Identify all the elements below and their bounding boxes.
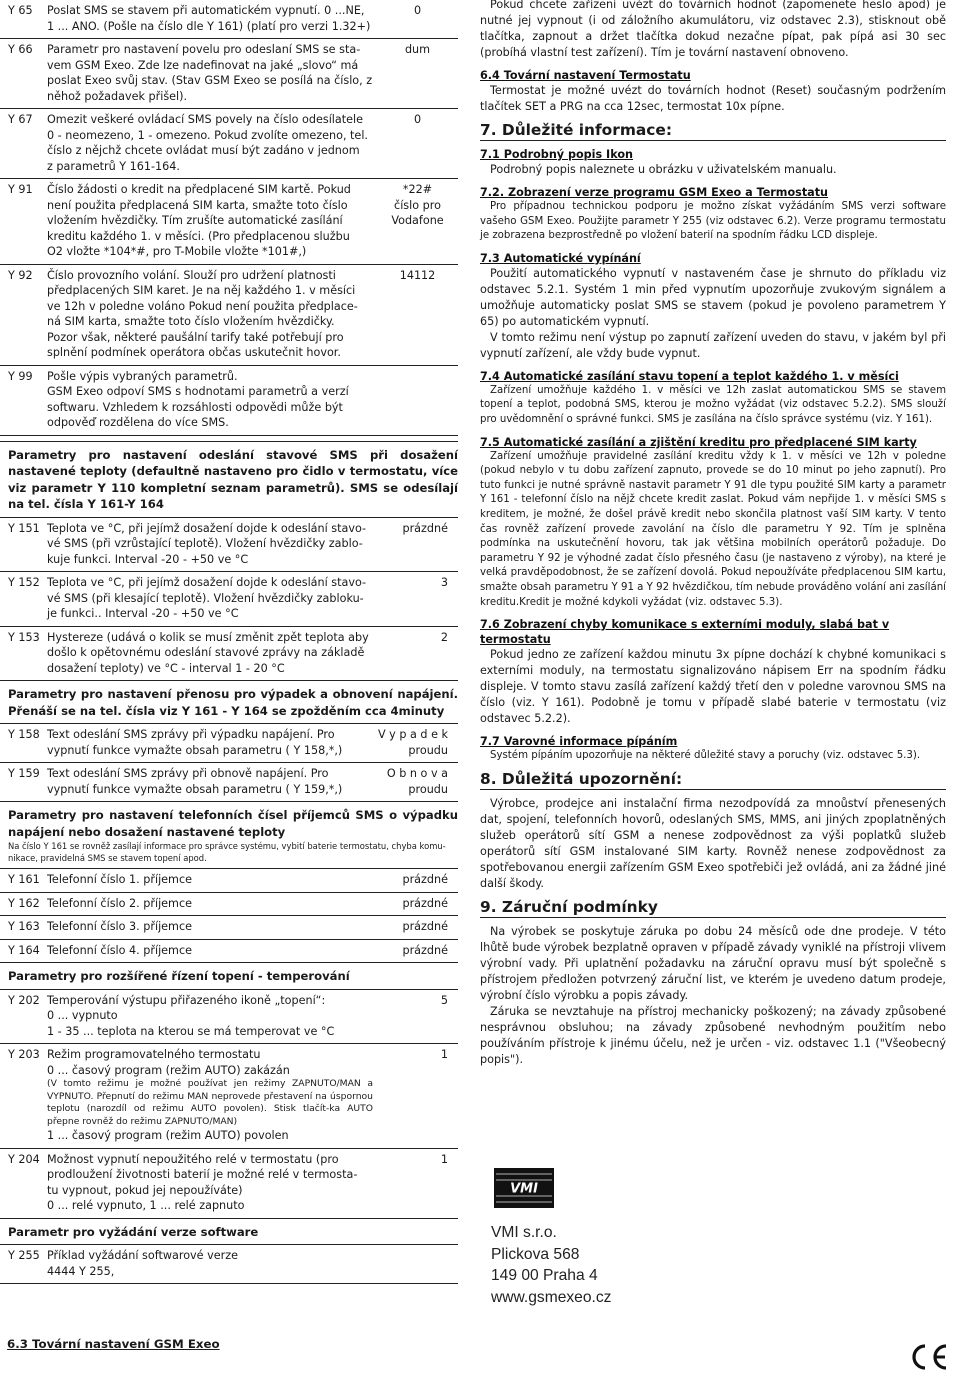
param-code: Y 92 — [8, 268, 33, 282]
param-value — [377, 369, 458, 431]
text-7-3a: Použití automatického vypnutí v nastaveném čase je shrnuto do příkladu viz odstavec 5.2.1. Systém 1 min před vypnutím upozorňuje zvukovým signálem a umožňuje automaticky poslat SMS se stavem (pokud je povoleno parametrem Y 65) po automatickém vypnutí. — [480, 266, 946, 328]
desc-line: Poslat SMS se stavem při automatickém vypnutí. 0 ...NE, — [47, 4, 365, 17]
desc-line: Telefonní číslo 4. příjemce — [47, 943, 192, 957]
table-row — [0, 940, 458, 964]
param-value: 5 — [440, 993, 448, 1007]
desc-line: O2 vložte *104*#, pro T-Mobile vložte *101#,) — [47, 245, 307, 258]
desc-line: poslat Exeo svůj stav. (Stav GSM Exeo se posílá na číslo, z — [47, 74, 373, 87]
value-line: Vodafone — [391, 214, 444, 227]
desc-line: vypnutí funkce vymažte obsah parametru ( Y 158,*,) — [47, 743, 343, 757]
value-line: O b n o v a — [386, 767, 448, 780]
desc-line: Číslo žádosti o kredit na předplacené SIM kartě. Pokud — [47, 183, 351, 196]
website: www.gsmexeo.cz — [491, 1288, 612, 1306]
param-code: Y 66 — [8, 43, 33, 56]
desc-line: 0 - neomezeno, 1 - omezeno. Pokud zvolíte omezeno, tel. — [47, 128, 368, 142]
desc-line: 0 ... relé vypnuto, 1 ... relé zapnuto — [47, 1199, 245, 1213]
desc-line: Parametr pro nastavení povelu pro odeslaní SMS se sta- — [47, 43, 361, 56]
vmi-logo-icon — [494, 1168, 554, 1208]
table-row — [0, 627, 458, 682]
status-sms-heading: Parametry pro nastavení odeslání stavové SMS při dosažení nastavené teploty (defaultně nastaveno pro čidlo v termostatu, více viz parametr Y 110 kompletní seznam parametrů). SMS se odesílají na tel. čísla Y 161-Y 164 — [0, 441, 458, 517]
desc-line: Telefonní číslo 1. příjemce — [47, 873, 192, 886]
table-row — [0, 572, 458, 627]
param-value: prázdné — [402, 896, 448, 910]
desc-line: softwaru. Vzhledem k rozsáhlosti odpovědi může být — [47, 400, 343, 414]
table-row — [0, 179, 458, 265]
desc-line: vypnutí funkce vymažte obsah parametru ( Y 159,*,) — [47, 782, 343, 796]
text-9b: Záruka se nevztahuje na přístroj mechanicky poškozený; na závady způsobené nesprávnou obsluhou; na závady způsobené nevhodným použitím nebo používáním přístroje k jinému účelu, než je určen - viz. odstavec 1.1 ("Všeobecný popis"). — [480, 1004, 946, 1066]
table-row — [0, 724, 458, 763]
desc-line: je funkci.. Interval -20 - +50 ve °C — [47, 607, 239, 620]
text-7-6: Pokud jedno ze zařízení každou minutu 3x pípne dochází k chybné komunikaci s externími moduly, na termostatu signalizováno nápisem Err na spodním řádku displeje. V tomto stavu zasílá zařízení každý třetí den v poledne varovnou SMS na číslo (viz. Y 161). Podobně je tomu v případě slabé baterie v termostatu (viz odstavec 5.2.2). — [480, 648, 946, 726]
table-row — [0, 990, 458, 1045]
desc-line: 1 ... ANO. (Pošle na číslo dle Y 161) (platí pro verzi 1.32+) — [47, 19, 371, 33]
desc-line: 4444 Y 255, — [47, 1264, 115, 1278]
phones-note: Na číslo Y 161 se rovněž zasílají informace pro správce systému, vybití baterie termostatu, chyba komu-nikace, pravidelná SMS se stavem topení apod. — [8, 841, 446, 863]
text-7-1: Podrobný popis naleznete u obrázku v uživatelském manualu. — [490, 163, 837, 176]
param-description — [47, 630, 377, 677]
desc-line: odpověď rozdělena do více SMS. — [47, 416, 229, 429]
table-row — [0, 518, 458, 573]
param-code: Y 158 — [8, 728, 40, 741]
param-code: Y 99 — [8, 369, 33, 383]
desc-line: z parametrů Y 161-164. — [47, 159, 180, 173]
param-description — [47, 369, 377, 431]
param-code: Y 255 — [8, 1249, 40, 1263]
parameter-table-power — [0, 723, 458, 802]
param-description — [47, 521, 377, 568]
vmi-logo — [494, 1168, 554, 1208]
heading-8: 8. Důležitá upozornění: — [480, 770, 946, 790]
param-value: prázdné — [402, 873, 448, 886]
param-description — [47, 1248, 377, 1279]
factory-reset-text: Pokud chcete zařízení uvézt do továrních hodnot (zapomenete heslo apod) je nutné jej vypnout (i od záložního akumulátoru, viz odstavec 2.3), stisknout obě tlačítka, zapnout a držet tlačítka dokud nezačne pípat, pak pípá asi 30 sec (probíhá vlastní test zařízení). Tím je tovární nastavení obnoveno. — [480, 0, 946, 59]
param-code: Y 163 — [8, 920, 40, 933]
value-line: proudu — [408, 782, 448, 796]
table-row — [0, 39, 458, 109]
street: Plickova 568 — [491, 1245, 580, 1263]
param-value: dum — [404, 43, 431, 56]
power-heading: Parametry pro nastavení přenosu pro výpadek a obnovení napájení. Přenáší se na tel. čísla viz Y 161 - Y 164 se zpožděním cca 4minuty — [8, 687, 458, 718]
desc-line: 0 ... časový program (režim AUTO) zakázán — [47, 1063, 290, 1077]
param-code: Y 202 — [8, 993, 40, 1007]
desc-line: Teplota ve °C, při jejímž dosažení dojde k odeslání stavo- — [47, 521, 367, 535]
table-row — [0, 916, 458, 940]
param-description — [47, 896, 377, 912]
param-code: Y 164 — [8, 943, 40, 957]
desc-line: ve 12h v poledne voláno Pokud není použita předplace- — [47, 299, 358, 313]
param-description — [47, 727, 377, 758]
param-description — [47, 112, 377, 174]
param-description — [47, 1047, 377, 1144]
table-row — [0, 869, 458, 893]
text-9a: Na výrobek se poskytuje záruka po dobu 24 měsíců ode dne prodeje. V této lhůtě bude výrobek bezplatně opraven v případě závady vyniklé na přístroji vlivem výrobní vady. Při uplatnění požadavku na záruční opravu musí být společně s přístrojem předložen potvrzený záruční list, ve kterém je uvedeno datum prodeje, výrobní číslo výrobku a popis závady. — [480, 924, 946, 1002]
desc-line: došlo k opětovnému odeslání stavové zprávy na základě — [47, 646, 365, 659]
desc-line: 0 ... vypnuto — [47, 1009, 118, 1022]
desc-line: vé SMS (při vzrůstající teplotě). Vložení hvězdičky zablo- — [47, 537, 363, 550]
param-description — [47, 575, 377, 622]
heading-7-3: 7.3 Automatické vypínání — [480, 251, 641, 265]
param-description — [47, 872, 377, 888]
heading-7: 7. Důležité informace: — [480, 121, 946, 141]
param-value: 2 — [440, 630, 448, 644]
param-value: prázdné — [402, 521, 448, 535]
param-code: Y 152 — [8, 576, 40, 589]
desc-line: Možnost vypnutí nepoužitého relé v termostatu (pro — [47, 1152, 339, 1166]
parameter-table-status — [0, 517, 458, 682]
desc-line: kreditu každého 1. v měsíci. (Pro předplacenou službu — [47, 229, 350, 243]
desc-line: Text odeslání SMS zprávy při výpadku napájení. Pro — [47, 728, 335, 741]
param-description — [47, 182, 377, 260]
text-7-3b: V tomto režimu není výstup po zapnutí zařízení uveden do stavu, v jakém byl při vypnutí zařízení, ale vždy bude vypnut. — [480, 330, 946, 360]
text-7-2: Pro případnou technickou podporu je možno získat vyžádáním SMS verzi software vašeho GSM Exeo. Použijte parametr Y 255 (viz odstavec 6.2). Verze programu termostatu je zobrazena bezprostředně po vložení baterií na spodním řádku LCD displeje. — [480, 201, 946, 242]
param-code: Y 91 — [8, 183, 33, 196]
desc-line: vložením hvězdičky. Tím zrušíte automatické zasílání — [47, 214, 343, 227]
desc-line: Příklad vyžádání softwarové verze — [47, 1249, 238, 1263]
desc-line: 1 - 35 ... teplota na kterou se má temperovat ve °C — [47, 1024, 335, 1038]
desc-line: kuje funkci. Interval -20 - +50 ve °C — [47, 552, 249, 566]
param-code: Y 204 — [8, 1152, 40, 1166]
desc-line: ná SIM karta, smažte toto číslo vložením hvězdičky. — [47, 315, 335, 328]
desc-line: Pozor však, některé paušální tarify také potřebují pro — [47, 330, 344, 344]
ce-mark-icon — [908, 1342, 950, 1372]
param-value — [377, 182, 458, 260]
heading-7-5: 7.5 Automatické zasílání a zjištění kreditu pro předplacené SIM karty — [480, 435, 917, 449]
param-code: Y 162 — [8, 896, 40, 910]
param-description — [47, 268, 377, 361]
company-address — [491, 1222, 611, 1308]
value-line: proudu — [408, 743, 448, 757]
table-row — [0, 1245, 458, 1284]
logo-text: VMI — [510, 1181, 538, 1197]
param-description — [47, 919, 377, 935]
desc-line: tu vypnout, pokud jej nepoužíváte) — [47, 1183, 243, 1197]
param-value: prázdné — [402, 943, 448, 957]
param-value — [377, 727, 458, 758]
param-value: 0 — [413, 4, 422, 17]
desc-line: dosažení teploty) ve °C - interval 1 - 20 °C — [47, 661, 285, 675]
value-line: *22# — [402, 183, 433, 196]
parameter-table-version — [0, 1244, 458, 1284]
param-code: Y 67 — [8, 113, 33, 126]
param-description — [47, 943, 377, 959]
factory-reset-heading: 6.3 Tovární nastavení GSM Exeo — [7, 1337, 220, 1351]
param-value — [377, 766, 458, 797]
parameter-table-heating — [0, 989, 458, 1219]
company-name: VMI s.r.o. — [491, 1224, 557, 1241]
param-value: prázdné — [402, 920, 448, 933]
heating-heading: Parametry pro rozšířené řízení topení - temperování — [8, 969, 350, 983]
param-code: Y 159 — [8, 767, 40, 780]
desc-line: Číslo provozního volání. Slouží pro udržení platnosti — [47, 268, 336, 282]
heading-7-1: 7.1 Podrobný popis Ikon — [480, 148, 634, 161]
param-code: Y 153 — [8, 630, 40, 644]
param-value: 1 — [440, 1152, 448, 1166]
param-value — [377, 1248, 458, 1279]
desc-line: vé SMS (při klesající teplotě). Vložení hvězdičky zabloku- — [47, 591, 364, 605]
parameter-table-phones — [0, 868, 458, 963]
text-7-7: Systém pípáním upozorňuje na některé důležité stavy a poruchy (viz. odstavec 5.3). — [490, 750, 921, 762]
param-description — [47, 42, 377, 104]
value-line: číslo pro — [394, 198, 441, 212]
phones-heading: Parametry pro nastavení telefonních čísel příjemců SMS o výpadku napájení nebo dosažení nastavené teploty — [8, 808, 458, 839]
text-8: Výrobce, prodejce ani instalační firma nezodpovídá za mnoůství přenesených dat, spojení, telefonních hovorů, odeslaných SMS, MMS, ani jiných zpoplatněných služeb operátorů sítí GSM a nenese zodpovědnost za výši poplatků služeb operátorů sítí GSM instalované SIM karty. Rovněž nenese zodpovědnost za spotřebovanou energii zařízením GSM Exeo spotřebiči jež ovládá, ani za žádné jiné další škody. — [480, 796, 946, 890]
param-value: 1 — [440, 1048, 448, 1061]
parameter-column — [0, 0, 458, 1379]
param-value: 0 — [413, 113, 422, 126]
table-row — [0, 366, 458, 436]
param-code: Y 161 — [8, 873, 40, 886]
param-value: 3 — [440, 576, 448, 589]
desc-line: Teplota ve °C, při jejímž dosažení dojde k odeslání stavo- — [47, 576, 367, 589]
desc-line: Režim programovatelného termostatu — [47, 1048, 261, 1061]
desc-line: Telefonní číslo 3. příjemce — [47, 920, 192, 933]
heading-7-4: 7.4 Automatické zasílání stavu topení a teplot každého 1. v měsíci — [480, 369, 899, 383]
version-heading: Parametr pro vyžádání verze software — [8, 1224, 259, 1239]
desc-line: Hystereze (udává o kolik se musí změnit zpět teplota aby — [47, 630, 369, 644]
parameter-table-general — [0, 0, 458, 436]
desc-line: číslo z nějchž chcete ovládat musí být zadáno v jednom — [47, 144, 360, 157]
heading-7-2: 7.2. Zobrazení verze programu GSM Exeo a Termostatu — [480, 186, 829, 199]
city: 149 00 Praha 4 — [491, 1267, 598, 1284]
param-description — [47, 1152, 377, 1214]
desc-line: Temperování výstupu přiřazeného ikoně „topení“: — [47, 993, 326, 1007]
table-row — [0, 763, 458, 802]
heading-7-6: 7.6 Zobrazení chyby komunikace s externími moduly, slabá bat v termostatu — [480, 618, 890, 647]
param-value: 14112 — [399, 268, 436, 282]
heading-9: 9. Záruční podmínky — [480, 898, 946, 918]
text-7-4: Zařízení umožňuje každého 1. v měsíci ve 12h zaslat automatickou SMS se stavem topení a teplot, podobná SMS, kterou je možno vyžádat (viz odstavec 5.2.2). SMS slouží pro uvědomnění o správné funkci. SMS je zasílána na číslo správce systému (viz. Y 161). — [480, 384, 946, 425]
param-code: Y 65 — [8, 4, 33, 17]
desc-line: vem GSM Exeo. Zde lze nadefinovat na jaké „slovo“ má — [47, 58, 359, 72]
desc-line: předplacených SIM karet. Je na něj každého 1. v měsíci — [47, 284, 356, 297]
desc-line: něhož požadavek přišel). — [47, 89, 188, 103]
param-code: Y 151 — [8, 521, 40, 535]
table-row — [0, 893, 458, 917]
desc-line: Text odeslání SMS zprávy při obnově napájení. Pro — [47, 767, 329, 780]
table-row — [0, 109, 458, 179]
table-row — [0, 265, 458, 366]
heading-6-4: 6.4 Tovární nastavení Termostatu — [480, 69, 691, 82]
param-description — [47, 993, 377, 1040]
table-row — [0, 0, 458, 39]
text-7-5: Zařízení umožňuje pravidelné zasílání kreditu vždy k 1. v měsíci ve 12h v poledne (pokud nebylo v tu dobu zařízení zapnuto, provede se do 10 minut po jeho zapnutí). Pro tuto funkci je nutné správně nastavit parametr Y 91 dle typu použité SIM karty a parametr Y 161 - telefonní číslo na nějž chcete kredit zaslat. Pokud vám nepřijde 1. v měsíci SMS s kreditem, je možné, že došel právě kredit nebo skončila platnost vaší SIM karty. V tento čas rovněž zařízení provede zavolání na číslo dle parametru Y 92. Tím je splněna podmínka na uskutečnění hovoru, tak jak většina mobilních operátorů požaduje. Do parametru Y 92 je výhodné zadat číslo přesného času (je nastaveno z výroby), na které je velká pravděpodobnost, že se zařízení dovolá. Pokud nepoužíváte předplacenou SIM kartu, smažte obsah parametru Y 91 a Y 92 hvězdičkou, tím nebude prováděno volání ani zasílání kreditu.Kredit je možné kdykoli vyžádat (viz. odstavec 5.3). — [480, 450, 946, 608]
desc-line: Telefonní číslo 2. příjemce — [47, 896, 192, 910]
desc-line: Pošle výpis vybraných parametrů. — [47, 369, 238, 383]
desc-line: 1 ... časový program (režim AUTO) povolen — [47, 1129, 289, 1143]
param-code: Y 203 — [8, 1048, 40, 1061]
desc-line: Omezit veškeré ovládací SMS povely na číslo odesílatele — [47, 113, 364, 126]
desc-line: GSM Exeo odpoví SMS s hodnotami parametrů a verzí — [47, 385, 349, 398]
param-description — [47, 766, 377, 797]
value-line: V y p a d e k — [377, 728, 448, 741]
table-row — [0, 1044, 458, 1149]
table-row — [0, 1149, 458, 1219]
desc-line: splnění podmínek operátora občas uskutečnit hovor. — [47, 346, 341, 359]
desc-line: prodloužení životnosti baterií je možné relé v termosta- — [47, 1168, 358, 1182]
desc-note: (V tomto režimu je možné používat jen režimy ZAPNUTO/MAN a VYPNUTO. Přepnutí do režimu MAN neprovede přestavení na úspornou teplotu (narozdíl od režimu AUTO povolen). Stisk tlačít-ka AUTO přepne rovněž do režimu ZAPNUTO/MAN) — [47, 1078, 373, 1127]
desc-line: není použita předplacená SIM karta, smažte toto číslo — [47, 198, 348, 212]
param-description — [47, 3, 377, 34]
ce-mark — [908, 1342, 950, 1376]
text-6-4: Termostat je možné uvézt do továrních hodnot (Reset) současným podržením tlačítek SET a PRG na cca 12sec, termostat 10x pípne. — [480, 84, 946, 113]
heading-7-7: 7.7 Varovné informace pípáním — [480, 735, 678, 749]
